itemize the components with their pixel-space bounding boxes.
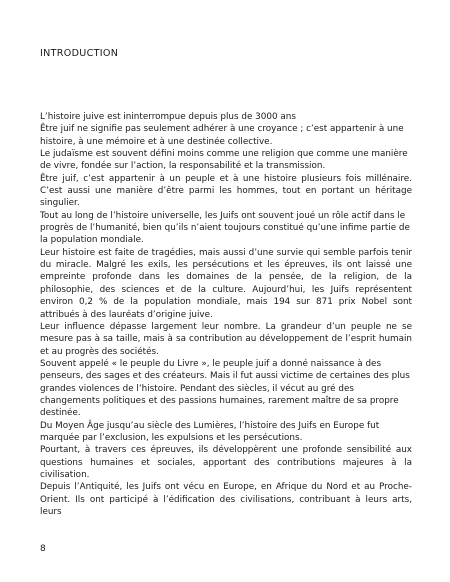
paragraph: L’histoire juive est ininterrompue depuis plus de 3000 ans	[40, 112, 296, 122]
section-heading: INTRODUCTION	[40, 48, 119, 59]
paragraph: Pourtant, à travers ces épreuves, ils développèrent une profonde sensibilité aux questions humaines et sociales, apportant des contributions majeures à la civilisation.	[40, 445, 412, 480]
paragraph: Souvent appelé « le peuple du Livre », le peuple juif a donné naissance à des penseurs, des sages et des créateurs. Mais il fut aussi victime de certaines des plus grandes violences de l’histoire. Pendant des siècles, il vécut au gré des changements politiques et des passions humaines, rarement maître de sa propre destinée.	[40, 358, 410, 419]
paragraph: Le judaïsme est souvent défini moins comme une religion que comme une manière de vivre, fondée sur l’action, la responsabilité et la transmission.	[40, 149, 408, 172]
paragraph: Leur histoire est faite de tragédies, mais aussi d’une survie qui semble parfois tenir du miracle. Malgré les exils, les persécutions et les épreuves, ils ont laissé une empreinte profonde dans les domaines de la pensée, de la religion, de la philosophie, des sciences et de la culture. Aujourd’hui, les Juifs représentent environ 0,2 % de la population mondiale, mais 194 sur 871 prix Nobel sont attribués à des lauréats d’origine juive.	[40, 247, 412, 320]
paragraph: Du Moyen Âge jusqu’au siècle des Lumières, l’histoire des Juifs en Europe fut marquée par l’exclusion, les expulsions et les persécutions.	[40, 420, 380, 443]
paragraph: Être juif ne signifie pas seulement adhérer à une croyance ; c’est appartenir à une histoire, à une mémoire et à une destinée collective.	[40, 124, 404, 147]
paragraph: Depuis l’Antiquité, les Juifs ont vécu en Europe, en Afrique du Nord et au Proche-Orient. Ils ont participé à l’édification des civilisations, contribuant à leurs arts, leurs	[40, 482, 412, 517]
paragraph: Être juif, c’est appartenir à un peuple et à une histoire plusieurs fois millénaire. C’est aussi une manière d’être parmi les hommes, tout en portant un héritage singulier.	[40, 173, 412, 209]
body-text	[40, 111, 412, 518]
paragraph: Tout au long de l’histoire universelle, les Juifs ont souvent joué un rôle actif dans le progrès de l’humanité, bien qu’ils n’aient toujours constitué qu’une infime partie de la population mondiale.	[40, 210, 410, 246]
paragraph: Leur influence dépasse largement leur nombre. La grandeur d’un peuple ne se mesure pas à sa taille, mais à sa contribution au développement de l’esprit humain et au progrès des sociétés.	[40, 321, 412, 357]
page-number: 8	[40, 544, 46, 554]
